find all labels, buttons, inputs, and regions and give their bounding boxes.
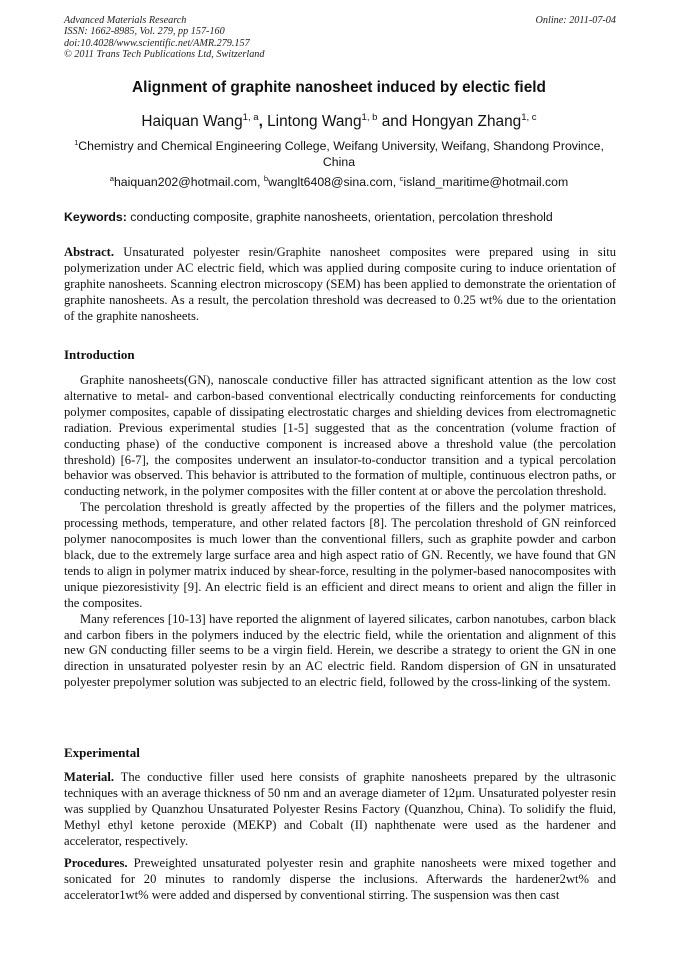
author-emails [40,175,638,189]
intro-paragraph-2: The percolation threshold is greatly affected by the properties of the fillers and the polymer matrices, processing methods, temperature, and other related factors [8]. The percolation threshold of GN reinforced polymer nanocomposites is much lower than the conventional fillers, such as graphite powder and carbon black, due to the extremely large surface area and high aspect ratio of GN. Recently, we have found that GN tends to align in polymer matrix induced by shear-force, resulting in the polymer-based nanocomposites with unique piezoresistivity [9]. An electric field is an efficient and direct means to orient and align the filler in the composites. [64,500,616,610]
abstract-label: Abstract. [64,245,115,259]
material-paragraph [64,770,616,850]
author-sep-1: , [258,113,268,130]
email-b-sup: b [263,173,269,183]
procedures-label: Procedures. [64,856,128,870]
material-label: Material. [64,770,114,784]
author-2: Lintong Wang [267,113,362,130]
affiliation-sup: 1 [74,137,79,147]
affiliation-text: Chemistry and Chemical Engineering College, Weifang University, Weifang, Shandong Province, China [78,139,604,169]
keywords-text: conducting composite, graphite nanosheets, orientation, percolation threshold [126,210,553,224]
keywords [64,210,616,224]
author-sep-2: and [377,113,412,130]
email-sep-2: , [392,175,400,189]
abstract-text: Unsaturated polyester resin/Graphite nanosheet composites were prepared using in situ polymerization under AC electric field, which was applied during composite curing to induce orientation of graphite nanosheets. Scanning electron microscopy (SEM) has been applied to demonstrate the orientation of graphite nanosheets. As a result, the percolation threshold was decreased to 0.25 wt% due to the orientation of the graphite nanosheets. [64,245,616,323]
author-1: Haiquan Wang [141,113,243,130]
author-2-sup: 1, b [361,111,378,123]
paper-title: Alignment of graphite nanosheet induced by electic field [132,79,546,96]
intro-paragraph-1: Graphite nanosheets(GN), nanoscale conductive filler has attracted significant attention as the low cost alternative to metal- and carbon-based conventional electrically conducting reinforcements for conducting polymer composites, capable of dissipating electrostatic charges and shielding devices from electromagnetic radiation. Previous experimental studies [1-5] suggested that as the concentration (volume fraction of conducting phase) of the conductive component is increased above a threshold value (the percolation threshold) [6-7], the composites underwent an insulator-to-conductor transition and a typical percolation behavior was observed. This behavior is attributed to the formation of multiple, continuous electron paths, or conducting network, in the polymer composites with the filler content at or above the percolation threshold. [64,373,616,499]
procedures-paragraph [64,856,616,904]
author-list [40,113,638,131]
author-3: Hongyan Zhang [411,113,522,130]
online-date: Online: 2011-07-04 [535,15,616,26]
email-b: wanglt6408@sina.com [268,175,393,189]
introduction-heading: Introduction [64,347,135,362]
email-a: haiquan202@hotmail.com [113,175,258,189]
introduction-body [64,373,616,691]
journal-doi: doi:10.4028/www.scientific.net/AMR.279.157 [64,37,250,49]
abstract [64,245,616,325]
procedures-text: Preweighted unsaturated polyester resin and graphite nanosheets were mixed together and sonicated for 20 minutes to randomly disperse the inclusions. Afterwards the hardener2wt% and accelerator1wt% were added and dispersed by conventional stirring. The suspension was then cast [64,856,616,902]
journal-issn: ISSN: 1662-8985, Vol. 279, pp 157-160 [64,26,225,38]
intro-paragraph-3: Many references [10-13] have reported the alignment of layered silicates, carbon nanotubes, carbon black and carbon fibers in the polymers induced by the electric field, while the orientation and alignment of this new GN conducting filler seems to be a virgin field. Herein, we describe a strategy to orient the GN in one direction in unsaturated polyester resin by an AC electric field. Random dispersion of GN in unsaturated polyester prepolymer solution was subjected to an electric field, followed by the cross-linking of the system. [64,611,616,690]
journal-name: Advanced Materials Research [64,15,187,26]
author-3-sup: 1, c [521,111,537,123]
email-c: island_maritime@hotmail.com [403,175,569,189]
email-a-sup: a [109,173,114,183]
experimental-heading: Experimental [64,745,140,760]
journal-copyright: © 2011 Trans Tech Publications Ltd, Switzerland [64,49,265,61]
email-c-sup: c [399,173,404,183]
author-1-sup: 1, a [242,111,259,123]
material-text: The conductive filler used here consists of graphite nanosheets prepared by the ultrasonic techniques with an average thickness of 50 nm and an average diameter of 12μm. Unsaturated polyester resin was supplied by Quanzhou Unsaturated Polyester Resins Factory (Quanzhou, China). To solidify the fluid, Methyl ethyl ketone peroxide (MEKP) and Cobalt (II) naphthenate were used as the hardener and accelerator, respectively. [64,770,616,848]
keywords-label: Keywords: [64,210,127,224]
email-sep-1: , [257,175,264,189]
affiliation [60,138,618,170]
journal-header [64,15,616,61]
